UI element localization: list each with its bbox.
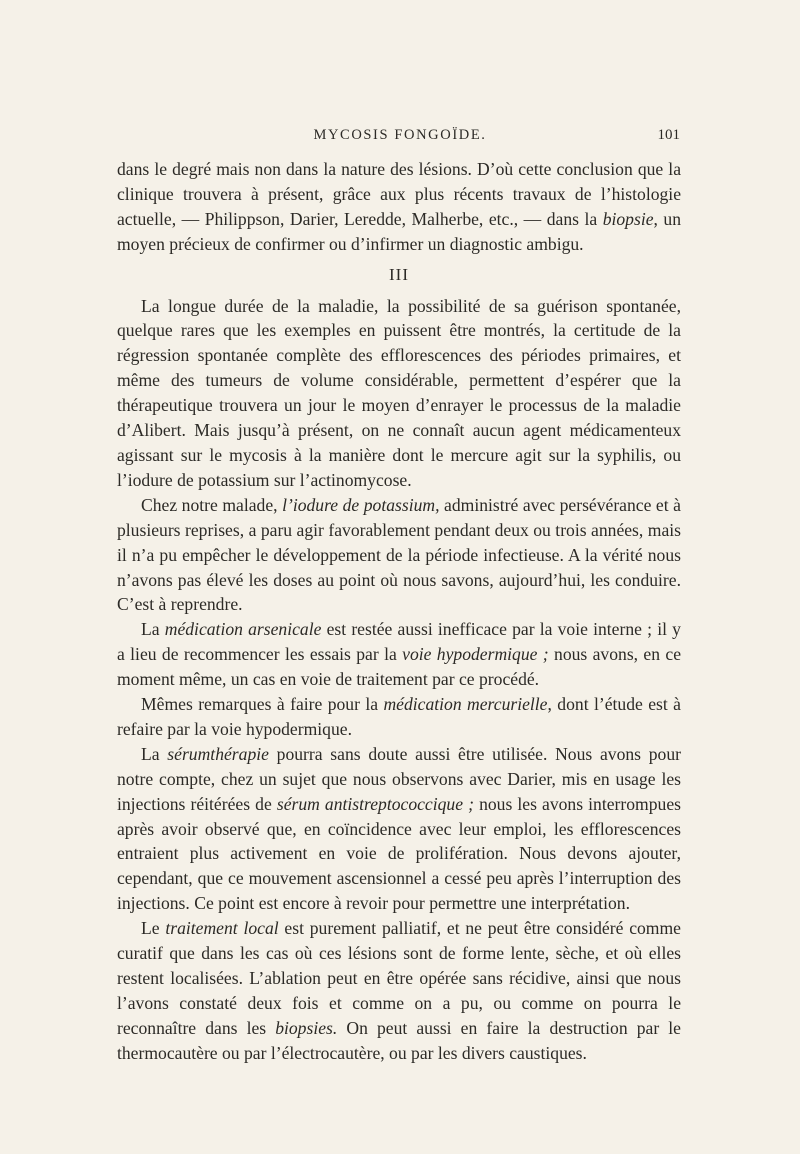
italic-term: voie hypodermique ;	[402, 644, 549, 665]
text-run: est restée aussi inefficace par la voie interne ; il y a lieu de recommencer les essais par la	[117, 619, 681, 665]
text-run: Mêmes remarques à faire pour la	[141, 694, 384, 715]
italic-term: médication arsenicale	[164, 619, 322, 640]
italic-term: médication mercurielle	[383, 694, 548, 715]
text-run: administré avec persévérance et à plusieurs reprises, a paru agir favorablement pendant deux ou trois années, mais il n’a pu empêcher le développement de la période infectieuse. A la vérité nous n’avons pas élevé les doses au point où nous savons, aujourd’hui, les conduire. C’est à reprendre.	[117, 494, 681, 615]
text-run: Chez notre malade,	[141, 494, 283, 515]
text-run: nous les avons interrompues après avoir observé que, en coïncidence avec leur emploi, les efflorescences entraient plus activement en voie de prolifération. Nous devons ajouter, cependant, que ce mouvement ascensionnel a cessé peu après l’interruption des injections. Ce point est encore à revoir pour permettre une interprétation.	[117, 793, 681, 914]
page-number: 101	[657, 127, 680, 143]
text-run: est purement palliatif, et ne peut être considéré comme curatif que dans les cas où ces lésions sont de forme lente, sèche, et où elles restent localisées. L’ablation peut en être opérée sans récidive, ainsi que nous l’avons constaté deux fois et comme on a pu, ou comme on pourra le reconnaître dans les	[117, 918, 681, 1038]
running-title: MYCOSIS FONGOÏDE.	[313, 127, 487, 143]
paragraph	[117, 916, 681, 1065]
text-run: La	[141, 743, 168, 764]
paragraph	[117, 493, 681, 618]
paragraph	[117, 742, 681, 916]
text-run: , dont l’étude est à refaire par la voie hypodermique.	[117, 694, 681, 739]
text-run: pourra sans doute aussi être utilisée. Nous avons pour notre compte, chez un sujet que nous observons avec Darier, mis en usage les injections réitérées de	[117, 743, 681, 814]
paragraph-continuation	[117, 157, 681, 257]
section-heading: III	[389, 264, 409, 284]
paragraph	[117, 294, 681, 493]
text-run: , un moyen précieux de confirmer ou d’infirmer un diagnostic ambigu.	[117, 208, 682, 254]
body-text	[117, 157, 681, 1066]
italic-term: sérumthérapie	[167, 743, 269, 764]
italic-term: biopsie	[602, 208, 654, 229]
text-run: dans le degré mais non dans la nature des lésions. D’où cette conclusion que la clinique trouvera à présent, grâce aux plus récents travaux de l’histologie actuelle, — Philippson, Darier, Leredde, Malherbe, etc., — dans la	[117, 159, 681, 229]
running-head	[0, 127, 800, 147]
text-run: La	[141, 619, 165, 640]
text-run: nous avons, en ce moment même, un cas en voie de traitement par ce procédé.	[117, 644, 682, 690]
text-run: La longue durée de la maladie, la possibilité de sa guérison spontanée, quelque rares que les exemples en puissent être montrés, la certitude de la régression spontanée complète des efflorescences des périodes primaires, et même des tumeurs de volume considérable, permettent d’espérer que la thérapeutique trouvera un jour le moyen d’enrayer le processus de la maladie d’Alibert. Mais jusqu’à présent, on ne connaît aucun agent médicamenteux agissant sur le mycosis à la manière dont le mercure agit sur la syphilis, ou l’iodure de potassium sur l’actinomycose.	[117, 295, 681, 490]
italic-term: sérum antistreptococcique ;	[276, 793, 474, 814]
text-run: On peut aussi en faire la destruction par le thermocautère ou par l’électrocautère, ou par les divers caustiques.	[117, 1017, 681, 1063]
italic-term: traitement local	[165, 918, 279, 939]
paragraph	[117, 617, 681, 692]
italic-term: l’iodure de potassium,	[282, 494, 440, 515]
paragraph	[117, 692, 681, 742]
italic-term: biopsies.	[275, 1017, 338, 1038]
text-run: Le	[141, 918, 166, 939]
